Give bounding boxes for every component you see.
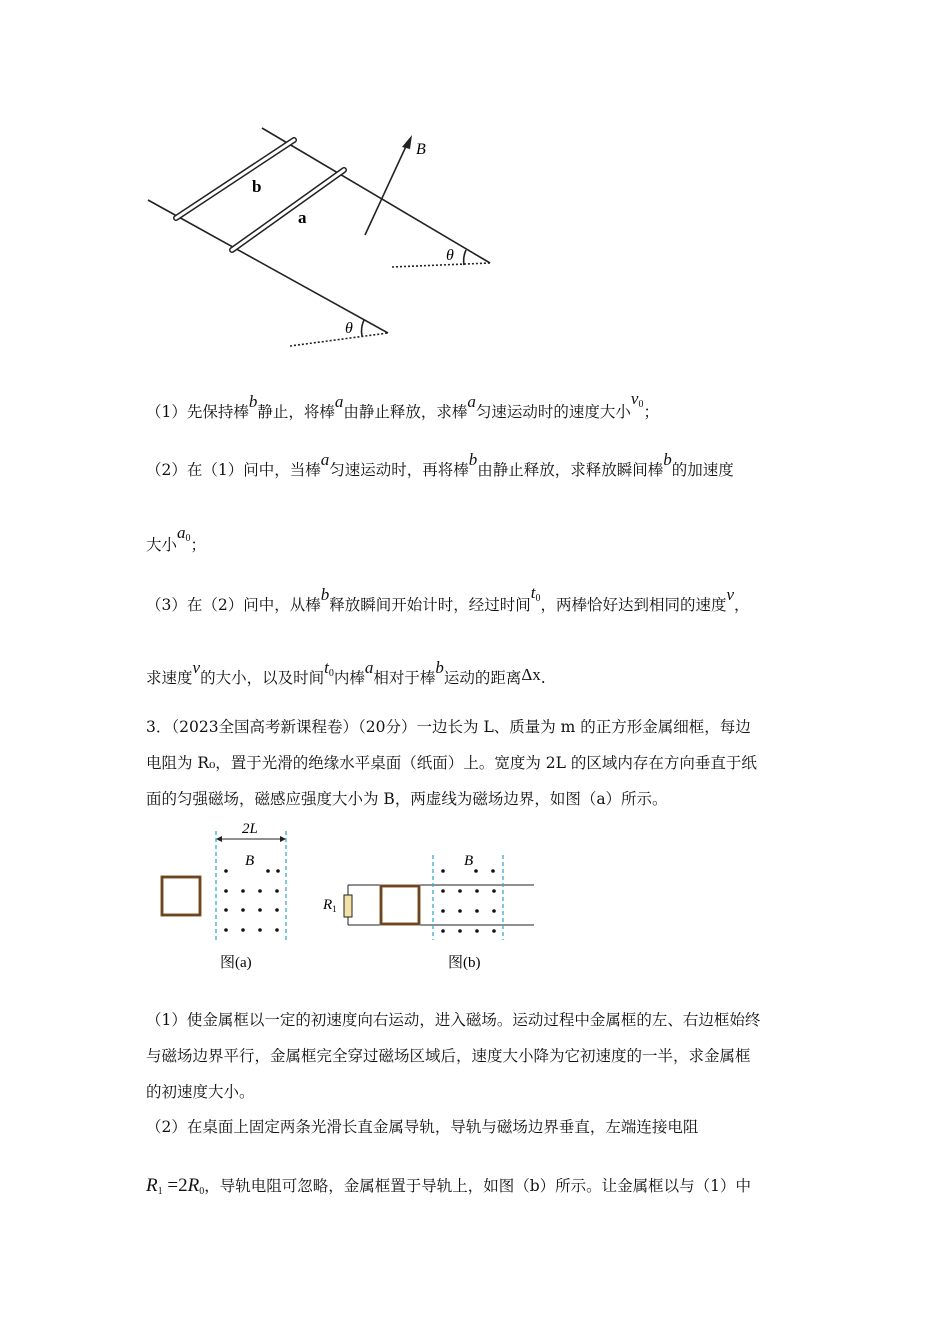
- q3-part2-line1: （2）在桌面上固定两条光滑长直金属导轨，导轨与磁场边界垂直，左端连接电阻: [146, 1118, 699, 1136]
- arrow-head-right: [280, 836, 286, 842]
- text: 由静止释放，求释放瞬间棒: [477, 461, 664, 479]
- figure-b: [318, 845, 540, 975]
- label-a: a: [298, 208, 307, 227]
- text: 运动的距离: [443, 669, 522, 687]
- var-R: R: [146, 1175, 158, 1196]
- label-theta-lower: θ: [345, 320, 353, 337]
- theta-arc-upper: [464, 250, 466, 265]
- q3-line2: 电阻为 R₀，置于光滑的绝缘水平桌面（纸面）上。宽度为 2L 的区域内存在方向垂直于纸: [146, 754, 757, 772]
- var-R: R: [187, 1175, 200, 1196]
- var-b: b: [468, 450, 478, 469]
- resistor-label: $R_1$: [323, 897, 337, 914]
- q2-part3-line2: [146, 658, 806, 694]
- text: 由静止释放，求棒: [343, 403, 468, 421]
- caption-a: 图(a): [220, 955, 252, 971]
- q3-part1-line3: 的初速度大小。: [146, 1083, 255, 1101]
- dotted-horizontal-lower: [290, 333, 388, 346]
- var-t: t: [324, 658, 329, 677]
- var-a: a: [320, 450, 330, 469]
- label-B: B: [416, 141, 426, 158]
- subscript: 0: [199, 1186, 205, 1197]
- text: （2）在（1）问中，当棒: [146, 461, 321, 479]
- text: 释放瞬间开始计时，经过时间: [329, 596, 531, 614]
- text: （3）在（2）问中，从棒: [146, 596, 321, 614]
- text: 大小: [146, 536, 178, 554]
- var-v: v: [192, 658, 201, 677]
- subscript: 0: [535, 593, 541, 604]
- text: ；: [190, 536, 207, 554]
- q2-part2-line1: [146, 450, 806, 480]
- text: 相对于棒: [373, 669, 436, 687]
- text: ，: [734, 596, 750, 614]
- var-b: b: [320, 585, 330, 604]
- text: 的加速度: [671, 461, 734, 479]
- resistor-R1: [344, 895, 352, 917]
- var-a: a: [467, 392, 476, 411]
- text: 匀速运动时的速度大小: [475, 403, 631, 421]
- q3-line1: 3．（2023全国高考新课程卷）（20分）一边长为 L、质量为 m 的正方形金属细框，每边: [146, 718, 751, 736]
- B-arrow-head: [402, 135, 412, 149]
- q3-line3: 面的匀强磁场，磁感应强度大小为 B，两虚线为磁场边界，如图（a）所示。: [146, 790, 668, 808]
- field-label: B: [464, 853, 474, 869]
- inclined-rails-figure: [140, 120, 510, 360]
- arrow-head-left: [216, 836, 222, 842]
- label-b: b: [252, 177, 262, 196]
- B-field-arrow: [365, 142, 408, 235]
- var-a: a: [177, 523, 186, 542]
- q2-part3-line1: [146, 583, 806, 621]
- text: ，两棒恰好达到相同的速度: [540, 596, 727, 614]
- var-a: a: [364, 658, 374, 677]
- text: ，导轨电阻可忽略，金属框置于导轨上，如图（b）所示。让金属框以与（1）中: [204, 1177, 751, 1195]
- q3-part1-line1: （1）使金属框以一定的初速度向右运动，进入磁场。运动过程中金属框的左、右边框始终: [146, 1011, 761, 1029]
- subscript: 0: [185, 533, 191, 544]
- q3-part2-line2: [146, 1176, 806, 1202]
- text: （1）先保持棒: [146, 403, 249, 421]
- text: ；: [643, 403, 659, 421]
- text: 匀速运动时，再将棒: [329, 461, 469, 479]
- field-dots: [224, 869, 280, 932]
- var-b: b: [248, 392, 258, 411]
- label-theta-upper: θ: [446, 247, 454, 264]
- equals: =2: [162, 1175, 188, 1196]
- rod-b: [176, 140, 294, 218]
- theta-arc-lower: [362, 320, 364, 336]
- delta-x: Δx: [521, 665, 541, 684]
- q2-part1: [146, 389, 806, 428]
- caption-b: 图(b): [448, 955, 481, 971]
- text: 静止，将棒: [257, 403, 335, 421]
- q2-part2-line2: [146, 523, 806, 561]
- metal-frame: [162, 877, 200, 915]
- metal-frame-outline: [381, 886, 419, 924]
- text: 内棒: [333, 669, 365, 687]
- upper-rail: [262, 128, 490, 263]
- subscript: 0: [328, 668, 334, 679]
- metal-frame: [381, 886, 419, 924]
- field-dots: [441, 869, 496, 933]
- subscript: 0: [638, 399, 644, 410]
- rod-a: [232, 170, 344, 250]
- var-b: b: [663, 450, 672, 469]
- dotted-horizontal-upper: [392, 263, 490, 267]
- text: 的大小，以及时间: [200, 669, 325, 687]
- var-v: v: [726, 585, 735, 604]
- var-v: v: [630, 389, 639, 408]
- var-b: b: [435, 658, 444, 677]
- metal-frame-outline: [162, 877, 200, 915]
- var-a: a: [334, 392, 344, 411]
- width-label: 2L: [242, 821, 258, 837]
- q3-part1-line2: 与磁场边界平行，金属框完全穿过磁场区域后，速度大小降为它初速度的一半，求金属框: [146, 1047, 751, 1065]
- text: 求速度: [146, 669, 193, 687]
- field-label: B: [245, 853, 255, 869]
- text: .: [540, 669, 546, 687]
- subscript: 1: [157, 1186, 163, 1197]
- figure-a: [150, 815, 300, 975]
- var-t: t: [530, 583, 536, 602]
- lower-rail: [148, 200, 388, 333]
